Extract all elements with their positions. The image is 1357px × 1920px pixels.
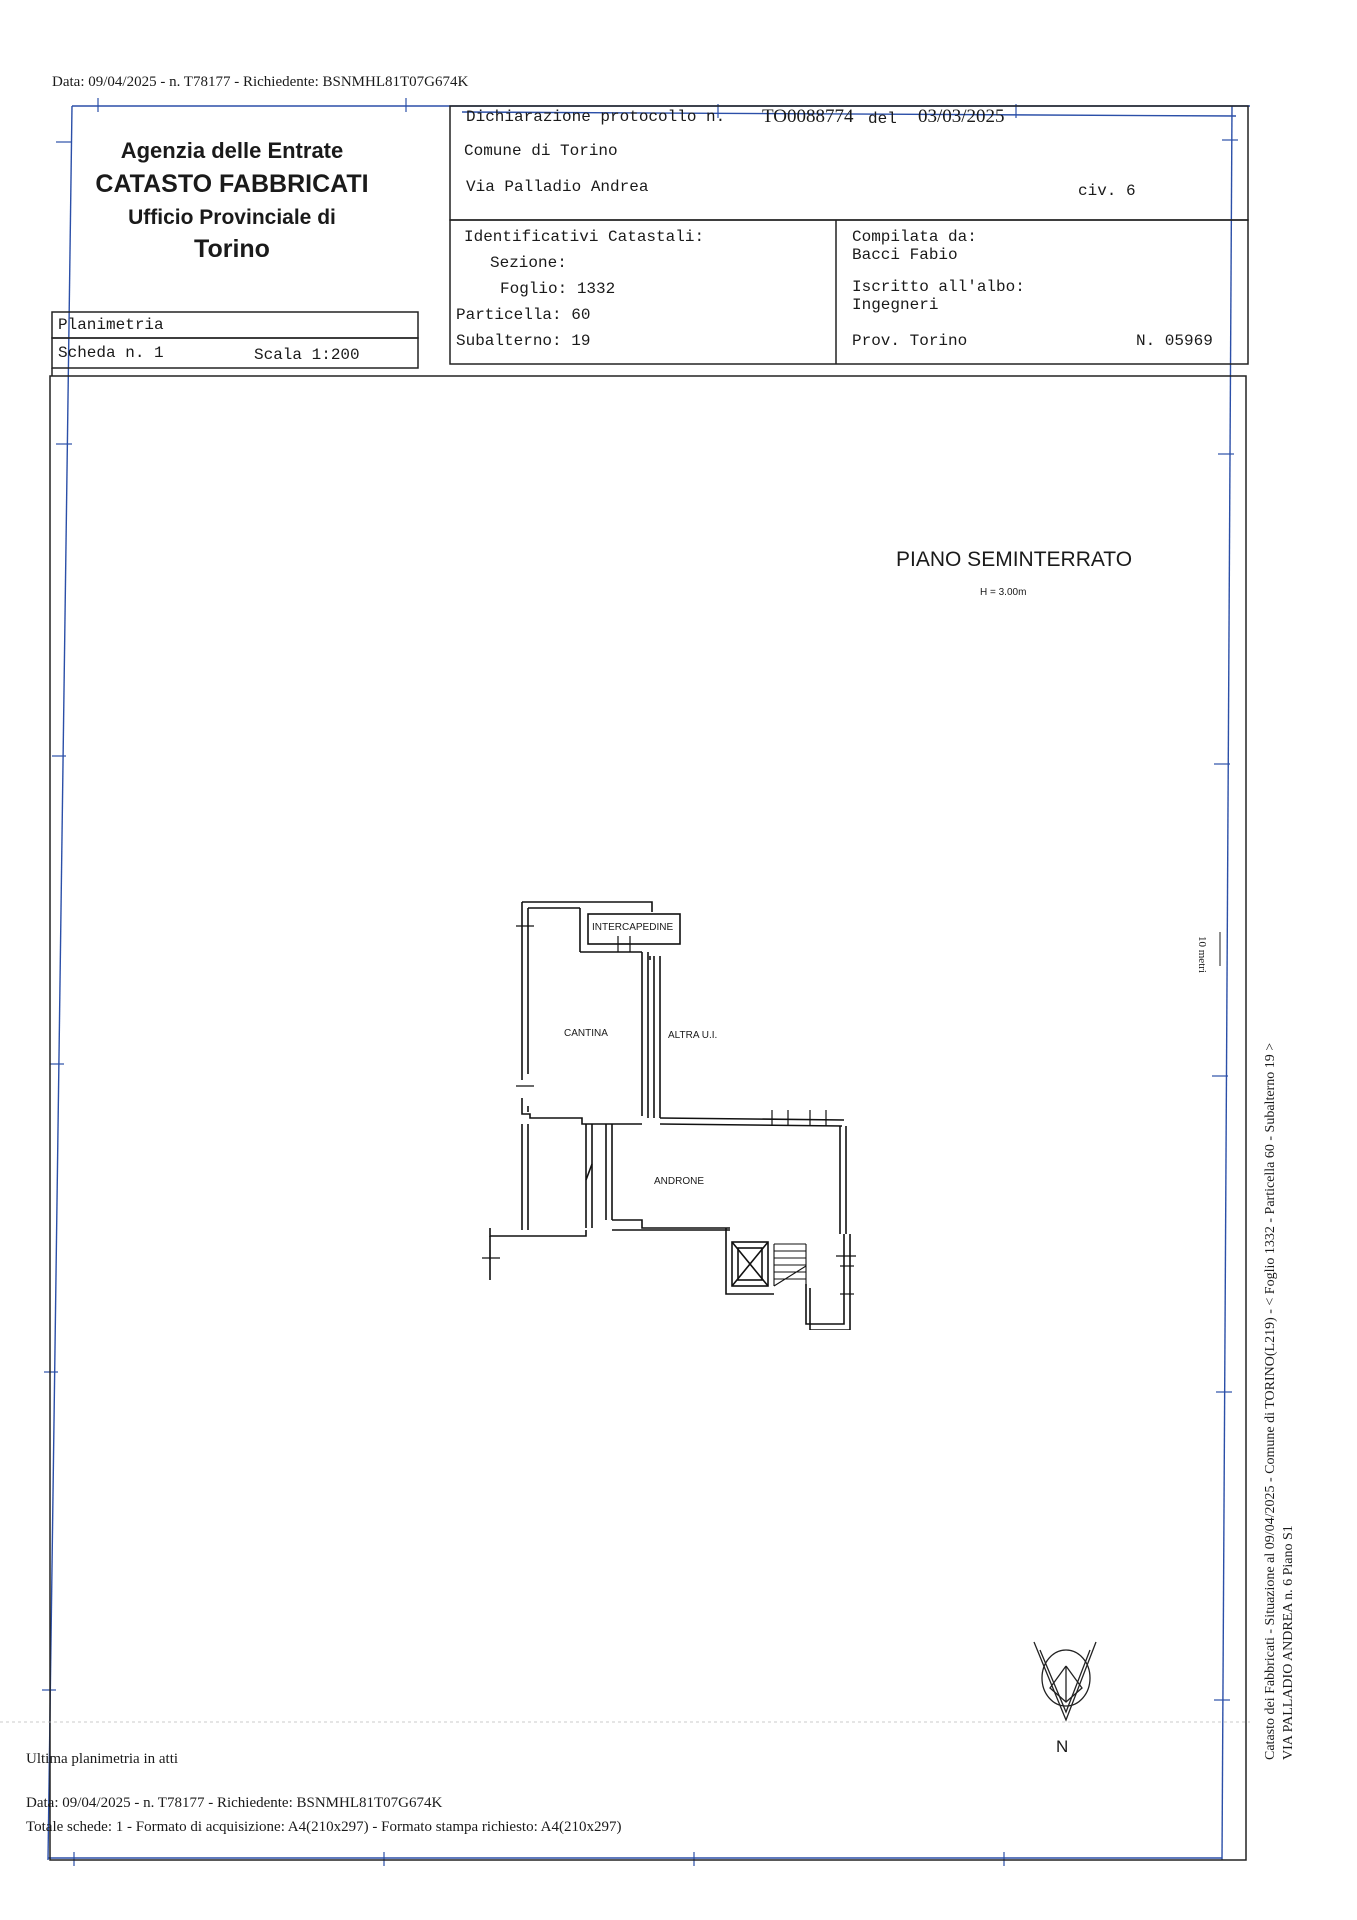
floor-plan (470, 900, 860, 1330)
planimetria-title: Planimetria (58, 316, 164, 334)
albo-title: Iscritto all'albo: (852, 278, 1025, 296)
room-intercapedine: INTERCAPEDINE (592, 922, 674, 933)
albo-value: Ingegneri (852, 296, 939, 314)
declaration-prefix: Dichiarazione protocollo n. (466, 108, 726, 126)
protocol-number: TO0088774 (762, 106, 854, 127)
footer-line-1: Ultima planimetria in atti (26, 1751, 179, 1767)
compilata-title: Compilata da: (852, 228, 977, 246)
civico: civ. 6 (1078, 182, 1136, 200)
via: Via Palladio Andrea (466, 178, 649, 196)
request-header-line: Data: 09/04/2025 - n. T78177 - Richiedente: BSNMHL81T07G674K (52, 74, 469, 90)
identificativi-title: Identificativi Catastali: (464, 228, 705, 246)
foglio: Foglio: 1332 (500, 280, 616, 298)
footer-line-3: Totale schede: 1 - Formato di acquisizione: A4(210x297) - Formato stampa richiesto: A4(210x297) (26, 1819, 622, 1835)
scale-bar (1210, 930, 1230, 970)
declaration-del: del (868, 110, 897, 128)
comune: Comune di Torino (464, 142, 618, 160)
north-label: N (1056, 1737, 1069, 1756)
sezione: Sezione: (490, 254, 567, 272)
scheda-number: Scheda n. 1 (58, 344, 164, 362)
office-city: Torino (194, 235, 270, 263)
footer-line-2: Data: 09/04/2025 - n. T78177 - Richiedente: BSNMHL81T07G674K (26, 1795, 443, 1811)
side-line-2: VIA PALLADIO ANDREA n. 6 Piano S1 (1281, 1525, 1296, 1760)
agency-block (72, 140, 392, 262)
particella: Particella: 60 (456, 306, 591, 324)
office-title: Ufficio Provinciale di (128, 206, 336, 229)
room-androne: ANDRONE (654, 1176, 705, 1187)
side-line-1: Catasto dei Fabbricati - Situazione al 09/04/2025 - Comune di TORINO(L219) - < Foglio 1332 - Particella 60 - Subalterno 19 > (1263, 1042, 1278, 1760)
room-altra-ui: ALTRA U.I. (668, 1030, 718, 1041)
iscrizione-numero: N. 05969 (1136, 332, 1213, 350)
scale-bar-label: 10 metri (1196, 936, 1208, 973)
declaration-date: 03/03/2025 (918, 106, 1005, 127)
north-arrow-icon (1030, 1636, 1100, 1736)
agency-name: Agenzia delle Entrate (120, 138, 344, 163)
provincia: Prov. Torino (852, 332, 968, 350)
compilata-name: Bacci Fabio (852, 246, 958, 264)
floor-title: PIANO SEMINTERRATO (896, 548, 1133, 571)
room-cantina: CANTINA (564, 1028, 608, 1039)
catasto-title: CATASTO FABBRICATI (95, 170, 369, 198)
subalterno: Subalterno: 19 (456, 332, 591, 350)
side-situation-text (1262, 1043, 1298, 1760)
scala: Scala 1:200 (254, 346, 360, 364)
floor-height: H = 3.00m (980, 587, 1027, 598)
